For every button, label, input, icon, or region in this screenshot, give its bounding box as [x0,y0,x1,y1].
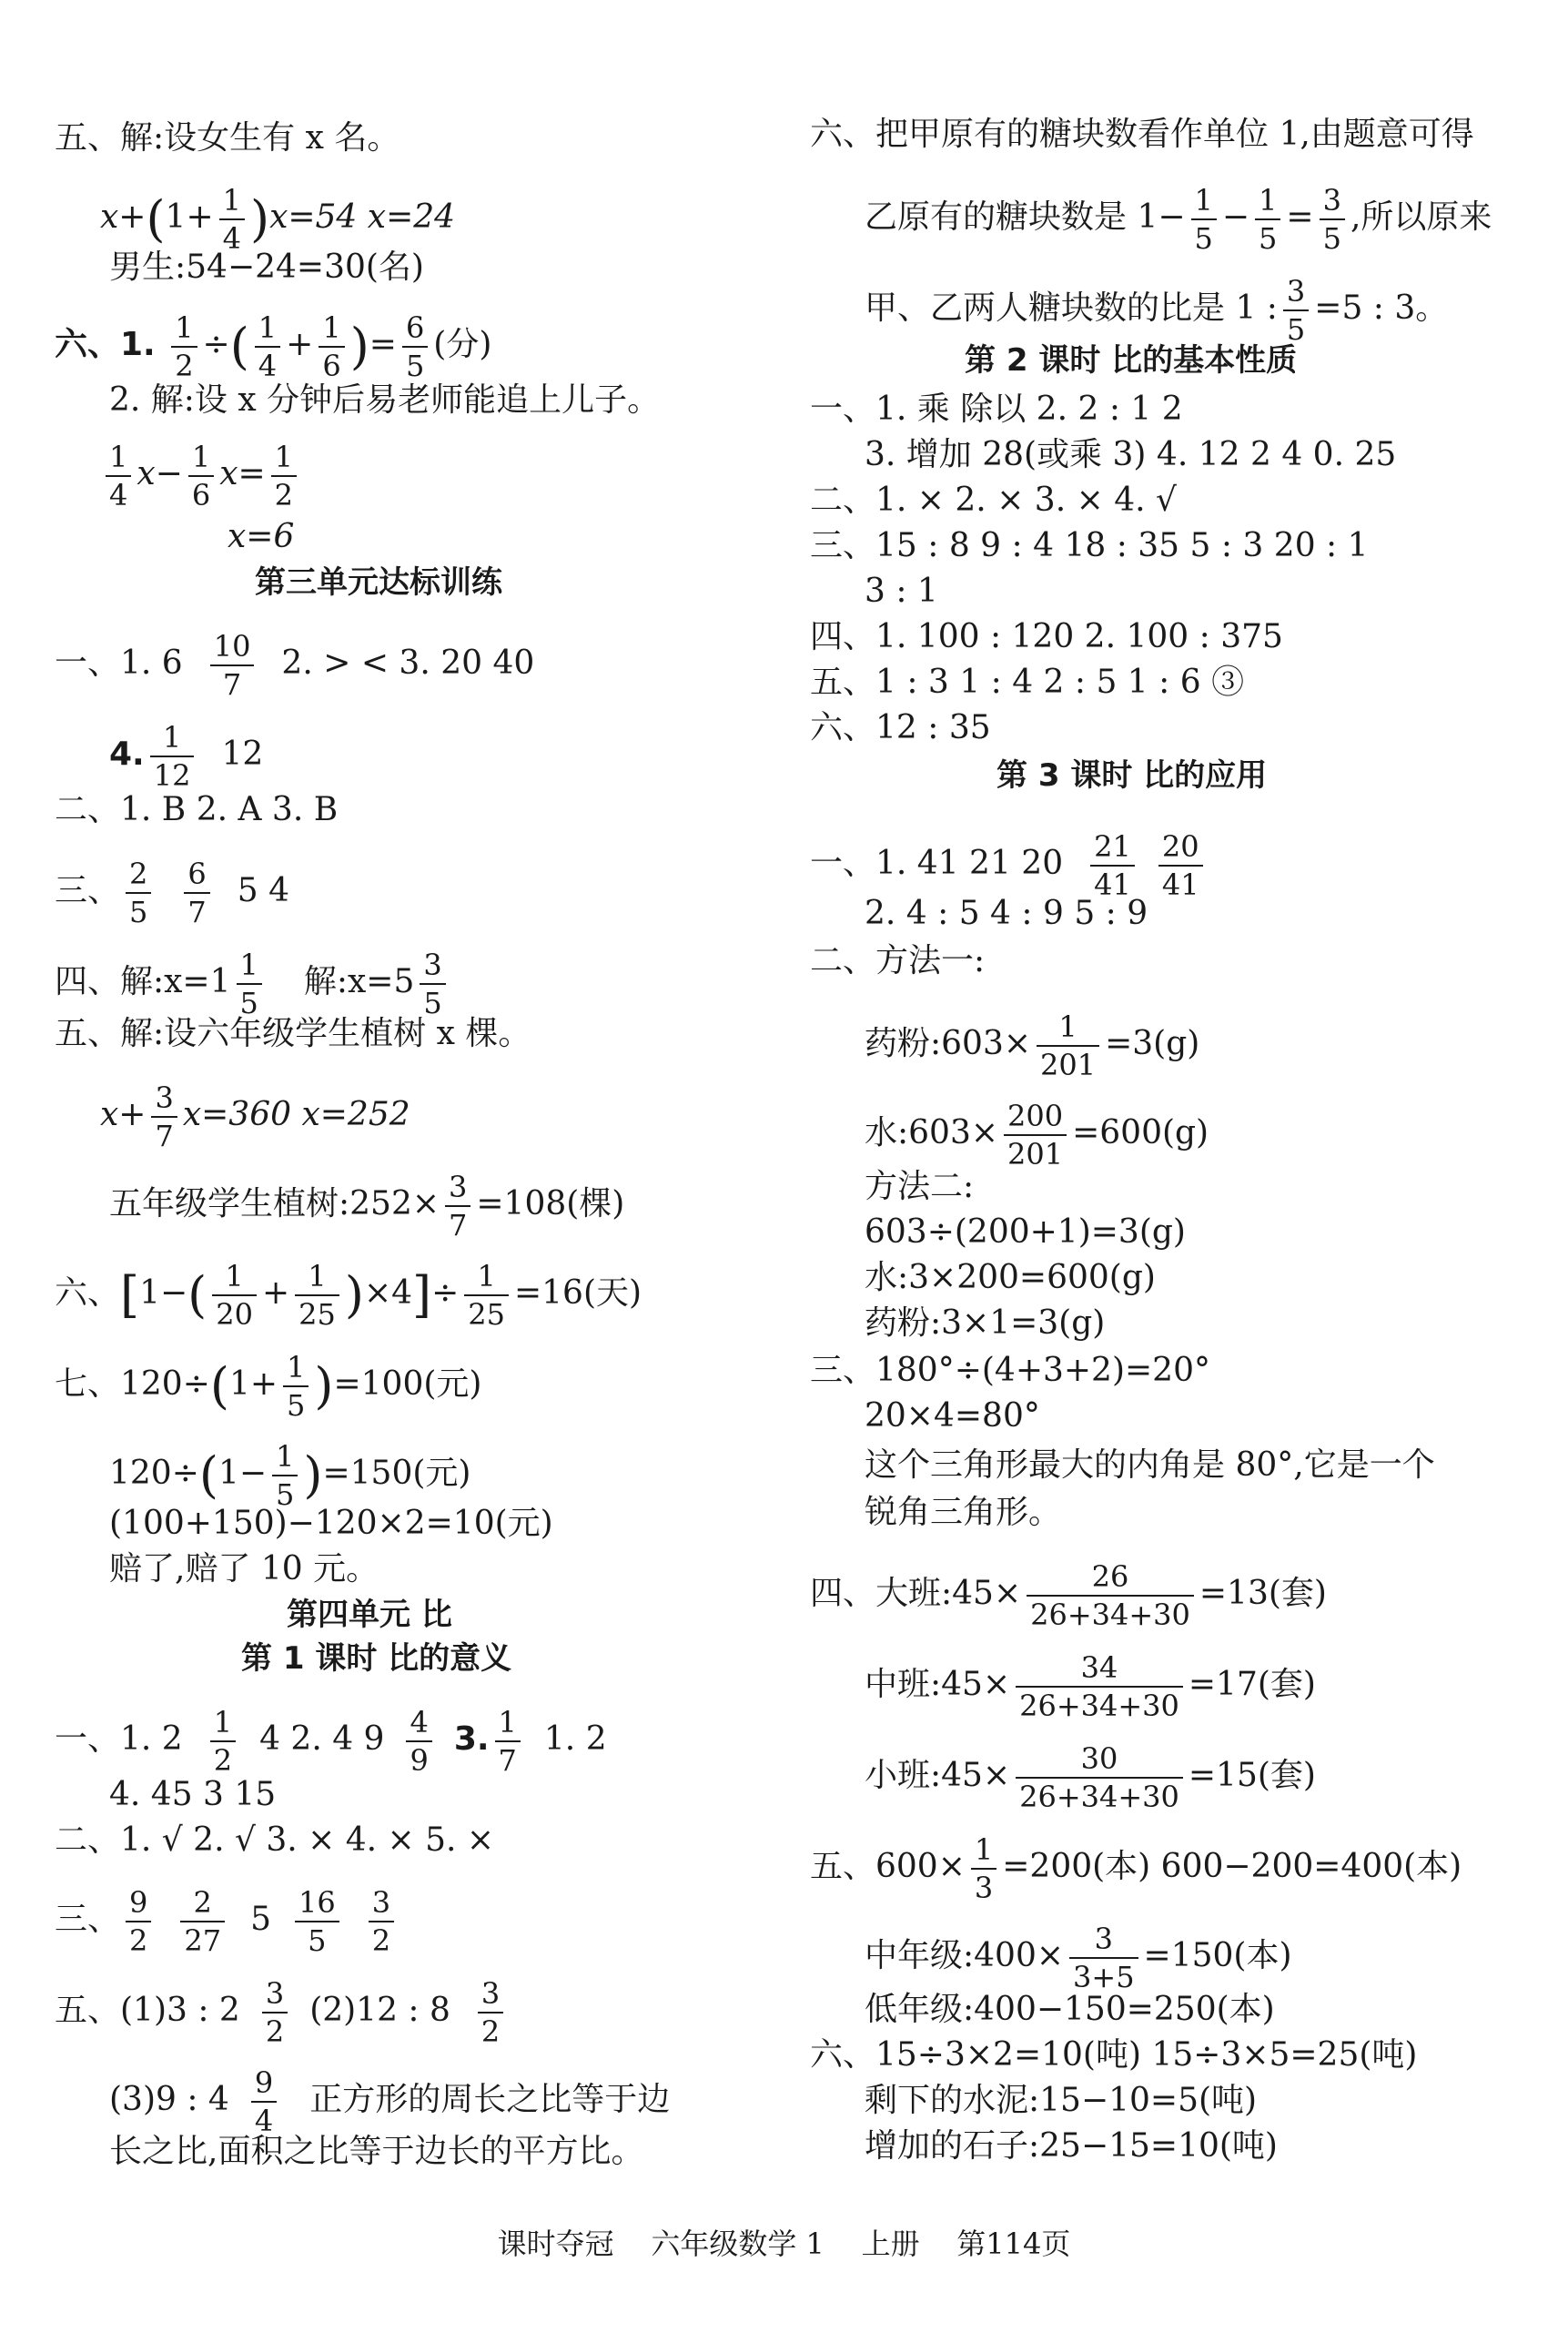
equation-text: x+ [100,198,147,236]
fraction: $\frac{3}{3+5}$ [1069,1921,1138,1995]
fraction: $\frac{1}{6}$ [319,309,344,384]
fraction: $\frac{20}{41}$ [1158,828,1203,903]
equation-line: 药粉:603× $\frac{1}{201}$ =3(g) [865,1009,1200,1082]
equation-line: x+(1+ $\frac{1}{4}$ )x=54 x=24 [100,183,456,256]
answer-line: 3 : 1 [865,573,938,610]
equation-line: 甲、乙两人糖块数的比是 1 : $\frac{3}{5}$ =5 : 3。 [865,274,1449,347]
fraction: $\frac{1}{5}$ [1255,182,1280,257]
equation-line: 小班:45× $\frac{30}{26+34+30}$ =15(套) [865,1741,1316,1814]
fraction: $\frac{3}{5}$ [1320,182,1345,257]
answer-line: 四、解:x=1 $\frac{1}{5}$ 解:x=5 $\frac{3}{5}$ [55,947,451,1021]
fraction: $\frac{4}{9}$ [406,1704,431,1779]
fraction: $\frac{26}{26+34+30}$ [1027,1558,1194,1633]
answer-line: 六、15÷3×2=10(吨) 15÷3×5=25(吨) [810,2036,1418,2074]
fraction: $\frac{1}{5}$ [1191,182,1217,257]
fraction: $\frac{1}{25}$ [295,1258,339,1333]
answer-line: 四、1. 100 : 120 2. 100 : 375 [810,618,1283,655]
answer-line: 低年级:400−150=250(本) [865,1991,1275,2028]
fraction: $\frac{3}{7}$ [151,1080,177,1154]
fraction: $\frac{1}{5}$ [272,1438,298,1513]
answer-line: 男生:54−24=30(名) [109,249,424,286]
section-heading: 第三单元达标训练 [255,564,502,601]
answer-line: 4. $\frac{1}{12}$ 12 [109,720,264,793]
answer-line: 20×4=80° [865,1397,1040,1435]
fraction: $\frac{6}{5}$ [402,309,428,384]
answer-line: 五、1 : 3 1 : 4 2 : 5 1 : 6 ③ [810,664,1245,701]
equation-line: 120÷(1− $\frac{1}{5}$ )=150(元) [109,1439,471,1512]
answer-line: 一、1. 乘 除以 2. 2 : 1 2 [810,391,1183,428]
fraction: $\frac{3}{5}$ [420,947,445,1021]
lesson-heading: 第 2 课时 比的基本性质 [965,342,1298,379]
answer-line: 六、12 : 35 [810,709,991,746]
answer-line: 五、解:设六年级学生植树 x 棵。 [55,1015,531,1052]
answer-line: 一、1. 41 21 20 $\frac{21}{41}$ $\frac{20}{41}$ [810,828,1209,903]
answer-line: 药粉:3×1=3(g) [865,1304,1106,1342]
answer-line: 这个三角形最大的内角是 80°,它是一个 [865,1446,1435,1484]
fraction: $\frac{1}{2}$ [171,309,197,384]
lesson-heading: 第 1 课时 比的意义 [241,1640,512,1677]
fraction: $\frac{1}{2}$ [210,1704,236,1779]
equation-text: x=54 x=24 [269,198,456,236]
answer-line: 二、1. B 2. A 3. B [55,791,339,828]
answer-line: 六、把甲原有的糖块数看作单位 1,由题意可得 [810,116,1474,153]
equation-line: $\frac{1}{4}$ x− $\frac{1}{6}$ x= $\frac{1}{2}$ [100,439,302,513]
fraction: $\frac{9}{4}$ [251,2064,277,2139]
fraction: $\frac{1}{20}$ [212,1258,257,1333]
fraction: $\frac{1}{25}$ [464,1258,509,1333]
answer-line: 一、1. 6 $\frac{10}{7}$ 2. > < 3. 20 40 [55,629,535,702]
fraction: $\frac{9}{2}$ [126,1884,151,1959]
lesson-heading: 第 3 课时 比的应用 [996,757,1268,794]
fraction: $\frac{3}{5}$ [1283,273,1309,348]
fraction: $\frac{3}{2}$ [369,1884,394,1959]
answer-line: 二、1. √ 2. √ 3. × 4. × 5. × [55,1821,495,1859]
fraction: $\frac{34}{26+34+30}$ [1016,1649,1183,1724]
answer-line: 五、(1)3 : 2 $\frac{3}{2}$ (2)12 : 8 $\frac{3}{2}$ [55,1975,509,2050]
fraction: $\frac{3}{2}$ [262,1975,288,2050]
fraction: $\frac{3}{7}$ [445,1169,470,1243]
answer-line: 水:3×200=600(g) [865,1259,1156,1296]
fraction: $\frac{21}{41}$ [1090,828,1135,903]
fraction: $\frac{3}{2}$ [478,1975,503,2050]
answer-line: 2. 解:设 x 分钟后易老师能追上儿子。 [109,381,661,419]
fraction: $\frac{10}{7}$ [210,628,255,703]
equation-line: 四、大班:45× $\frac{26}{26+34+30}$ =13(套) [810,1559,1327,1632]
question-number: 六、1. [55,326,156,363]
equation-text: 1+ [165,198,214,236]
answer-line: 五、解:设女生有 x 名。 [55,119,400,157]
fraction: $\frac{2}{5}$ [126,856,151,930]
equation-line: 水:603× $\frac{200}{201}$ =600(g) [865,1099,1209,1172]
answer-line: 赔了,赔了 10 元。 [109,1550,379,1587]
equation-line: 乙原有的糖块数是 1− $\frac{1}{5}$ − $\frac{1}{5}$ = $\frac{3}{5}$ ,所以原来 [865,183,1492,256]
answer-line: 增加的石子:25−15=10(吨) [865,2127,1278,2165]
equation-line: 六、[1−( $\frac{1}{20}$ + $\frac{1}{25}$ )×4]÷ $\frac{1}{25}$ =16(天) [55,1259,642,1332]
answer-line: 一、1. 2 $\frac{1}{2}$ 4 2. 4 9 $\frac{4}{9}$ 3. $\frac{1}{7}$ 1. 2 [55,1705,607,1778]
answer-line: 三、 $\frac{2}{5}$ $\frac{6}{7}$ 5 4 [55,857,289,929]
answer-line: 2. 4 : 5 4 : 9 5 : 9 [865,895,1148,932]
answer-line: 五年级学生植树:252× $\frac{3}{7}$ =108(棵) [109,1170,625,1243]
page-footer: 课时夺冠 六年级数学 1 上册 第114页 [497,2226,1071,2261]
fraction: $\frac{1}{5}$ [283,1349,309,1424]
fraction: $\frac{1}{5}$ [237,947,262,1021]
fraction: $\frac{6}{7}$ [184,856,209,930]
fraction: $\frac{1}{4}$ [255,309,280,384]
fraction: $\frac{1}{6}$ [188,439,214,513]
fraction: $\frac{30}{26+34+30}$ [1016,1740,1183,1815]
equation-line: 五、600× $\frac{1}{3}$ =200(本) 600−200=400(本) [810,1832,1462,1905]
answer-line: x=6 [228,518,295,555]
equation-line: 六、1. $\frac{1}{2}$ ÷( $\frac{1}{4}$ + $\frac{1}{6}$ )= $\frac{6}{5}$ (分) [55,310,492,383]
equation-line: 七、120÷(1+ $\frac{1}{5}$ )=100(元) [55,1350,482,1423]
fraction: $\frac{2}{27}$ [180,1884,225,1959]
fraction: $\frac{1}{4}$ [219,182,245,257]
answer-line: 长之比,面积之比等于边长的平方比。 [109,2133,644,2170]
answer-line: 3. 增加 28(或乘 3) 4. 12 2 4 0. 25 [865,436,1397,473]
answer-line: 剩下的水泥:15−10=5(吨) [865,2082,1258,2119]
answer-line: 三、15 : 8 9 : 4 18 : 35 5 : 3 20 : 1 [810,527,1369,564]
fraction: $\frac{1}{201}$ [1037,1009,1099,1083]
answer-line: 锐角三角形。 [865,1494,1062,1531]
fraction: $\frac{16}{5}$ [295,1884,339,1959]
fraction: $\frac{200}{201}$ [1004,1098,1067,1172]
answer-line: 4. 45 3 15 [109,1776,277,1813]
answer-line: (100+150)−120×2=10(元) [109,1505,553,1542]
fraction: $\frac{1}{3}$ [971,1831,996,1906]
fraction: $\frac{1}{4}$ [106,439,131,513]
answer-line: 三、 $\frac{9}{2}$ $\frac{2}{27}$ 5 $\frac{16}{5}$ $\frac{3}{2}$ [55,1884,400,1959]
answer-line: 603÷(200+1)=3(g) [865,1213,1186,1251]
answer-line: 二、方法一: [810,942,986,979]
fraction: $\frac{1}{7}$ [495,1704,521,1779]
answer-line: (3)9 : 4 $\frac{9}{4}$ 正方形的周长之比等于边 [109,2065,671,2138]
answer-line: 三、180°÷(4+3+2)=20° [810,1352,1210,1389]
unit-heading: 第四单元 比 [287,1597,452,1633]
equation-line: 中班:45× $\frac{34}{26+34+30}$ =17(套) [865,1650,1316,1723]
fraction: $\frac{1}{2}$ [271,439,297,513]
answer-line: 二、1. × 2. × 3. × 4. √ [810,482,1177,519]
answer-line: 方法二: [865,1168,975,1205]
equation-line: 中年级:400× $\frac{3}{3+5}$ =150(本) [865,1922,1292,1994]
fraction: $\frac{1}{12}$ [150,719,195,794]
equation-line: x+ $\frac{3}{7}$ x=360 x=252 [100,1080,410,1153]
